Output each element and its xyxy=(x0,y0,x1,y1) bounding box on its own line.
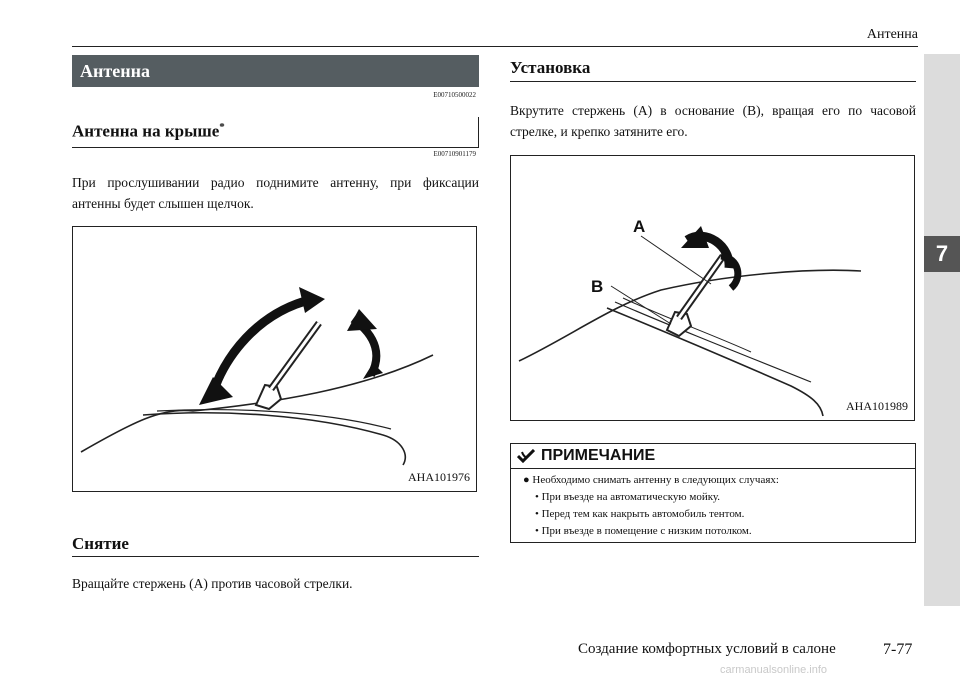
banner-doc-code: E00710500022 xyxy=(433,91,476,99)
check-mark-icon xyxy=(517,449,535,463)
footer-section-title: Создание комфортных условий в салоне xyxy=(578,641,836,657)
running-header: Антенна xyxy=(866,27,918,42)
note-title: ПРИМЕЧАНИЕ xyxy=(541,447,656,464)
removal-paragraph: Вращайте стержень (A) против часовой стрелки. xyxy=(72,576,353,591)
antenna-installation-illustration xyxy=(511,156,914,420)
figure-antenna-installation xyxy=(510,155,915,421)
watermark: carmanualsonline.info xyxy=(720,664,828,676)
roof-doc-code: E00710901179 xyxy=(433,150,476,158)
figure-antenna-removal xyxy=(72,226,477,492)
page-number: 7-77 xyxy=(883,641,913,658)
note-header xyxy=(511,444,915,469)
removal-heading-rule xyxy=(72,556,479,557)
section-banner-title: Антенна xyxy=(80,60,150,81)
note-main-text: Необходимо снимать антенну в следующих случаях: xyxy=(532,474,779,486)
installation-heading-rule xyxy=(510,81,916,82)
bullet-dot-icon: ● xyxy=(523,474,530,486)
antenna-removal-illustration xyxy=(73,227,476,491)
header-rule xyxy=(72,46,918,47)
figure1-label: AHA101976 xyxy=(408,470,470,484)
note-item: • При въезде в помещение с низким потолком. xyxy=(535,525,752,537)
section-banner xyxy=(72,55,479,87)
figure2-label: AHA101989 xyxy=(846,399,908,413)
roof-paragraph: При прослушивании радио поднимите антенну, при фиксации антенны будет слышен щелчок. xyxy=(72,175,479,211)
installation-paragraph: Вкрутите стержень (A) в основание (B), вращая его по часовой стрелке, и крепко затяните его. xyxy=(510,103,916,139)
heading-side-rule xyxy=(478,117,479,147)
roof-heading-rule xyxy=(72,147,479,148)
note-box xyxy=(510,443,916,543)
option-asterisk: * xyxy=(219,121,225,133)
chapter-tab-strip xyxy=(924,54,960,606)
callout-b: B xyxy=(591,277,604,296)
roof-antenna-heading-text: Антенна на крыше xyxy=(72,121,220,141)
note-item: • Перед тем как накрыть автомобиль тентом. xyxy=(535,508,745,520)
note-main-line xyxy=(523,474,915,486)
note-item: • При въезде на автоматическую мойку. xyxy=(535,491,721,503)
installation-heading: Установка xyxy=(510,58,591,77)
callout-a: A xyxy=(633,217,646,236)
chapter-number-tab[interactable]: 7 xyxy=(924,236,960,272)
roof-antenna-heading xyxy=(72,121,225,142)
removal-heading: Снятие xyxy=(72,534,129,553)
